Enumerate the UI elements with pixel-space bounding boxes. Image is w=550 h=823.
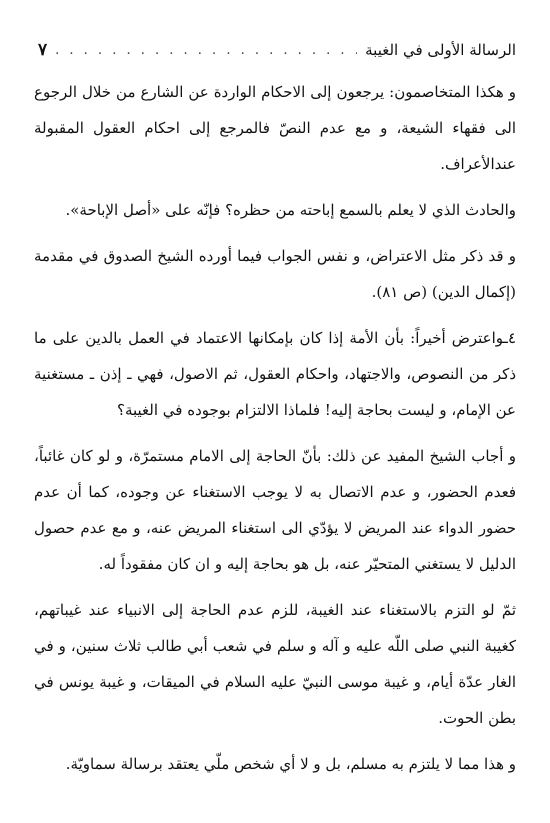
paragraph: و هذا مما لا يلتزم به مسلم، بل و لا أي شخص ملّي يعتقد برسالة سماويّة. xyxy=(65,755,516,773)
paragraph: والحادث الذي لا يعلم بالسمع إباحته من حظره؟ فإنّه على «أصل الإباحة». xyxy=(65,201,516,219)
paragraph: و هكذا المتخاصمون: يرجعون إلى الاحكام الواردة عن الشارع من خلال الرجوع الى فقهاء الشيعة، و مع عدم النصّ فالمرجع إلى احكام العقول المقبولة عندالأعراف. xyxy=(34,83,516,173)
running-header xyxy=(38,36,516,64)
paragraph: ٤ـواعترض أخيراً: بأن الأمة إذا كان بإمكانها الاعتماد في العمل بالدين على ما ذكر من النصوص، والاجتهاد، واحكام العقول، ثم الاصول، فهي ـ إذن ـ مستغنية عن الإمام، و ليست بحاجة إليه! فلماذا الالتزام بوجوده في الغيبة؟ xyxy=(34,329,516,419)
header-dotted-leader xyxy=(55,43,357,58)
paragraph: ثمّ لو التزم بالاستغناء عند الغيبة، للزم عدم الحاجة إلى الانبياء عند غيباتهم، كغيبة النبي صلى اللّه عليه و آله و سلم في شعب أبي طالب ثلاث سنين، و في الغار عدّة أيام، و غيبة موسى النبيّ عليه السلام في الميقات، و غيبة يونس في بطن الحوت. xyxy=(34,601,516,727)
body-text xyxy=(34,74,516,792)
paragraph: و أجاب الشيخ المفيد عن ذلك: بأنّ الحاجة إلى الامام مستمرّة، و لو كان غائباً، فعدم الحضور، و عدم الاتصال به لا يوجب الاستغناء عن وجوده، كما أن عدم حضور الدواء عند المريض لا يؤدّي الى استغناء المريض عنه، و مع عدم حصول الدليل لا يستغني المتحيّر عنه، بل هو بحاجة إليه و ان كان مفقوداً له. xyxy=(34,447,516,573)
running-header-title: الرسالة الأولى في الغيبة xyxy=(365,41,516,59)
paragraph: و قد ذكر مثل الاعتراض، و نفس الجواب فيما أورده الشيخ الصدوق في مقدمة (إكمال الدين) (ص ٨١). xyxy=(34,247,516,301)
page-number: ٧ xyxy=(38,40,48,60)
